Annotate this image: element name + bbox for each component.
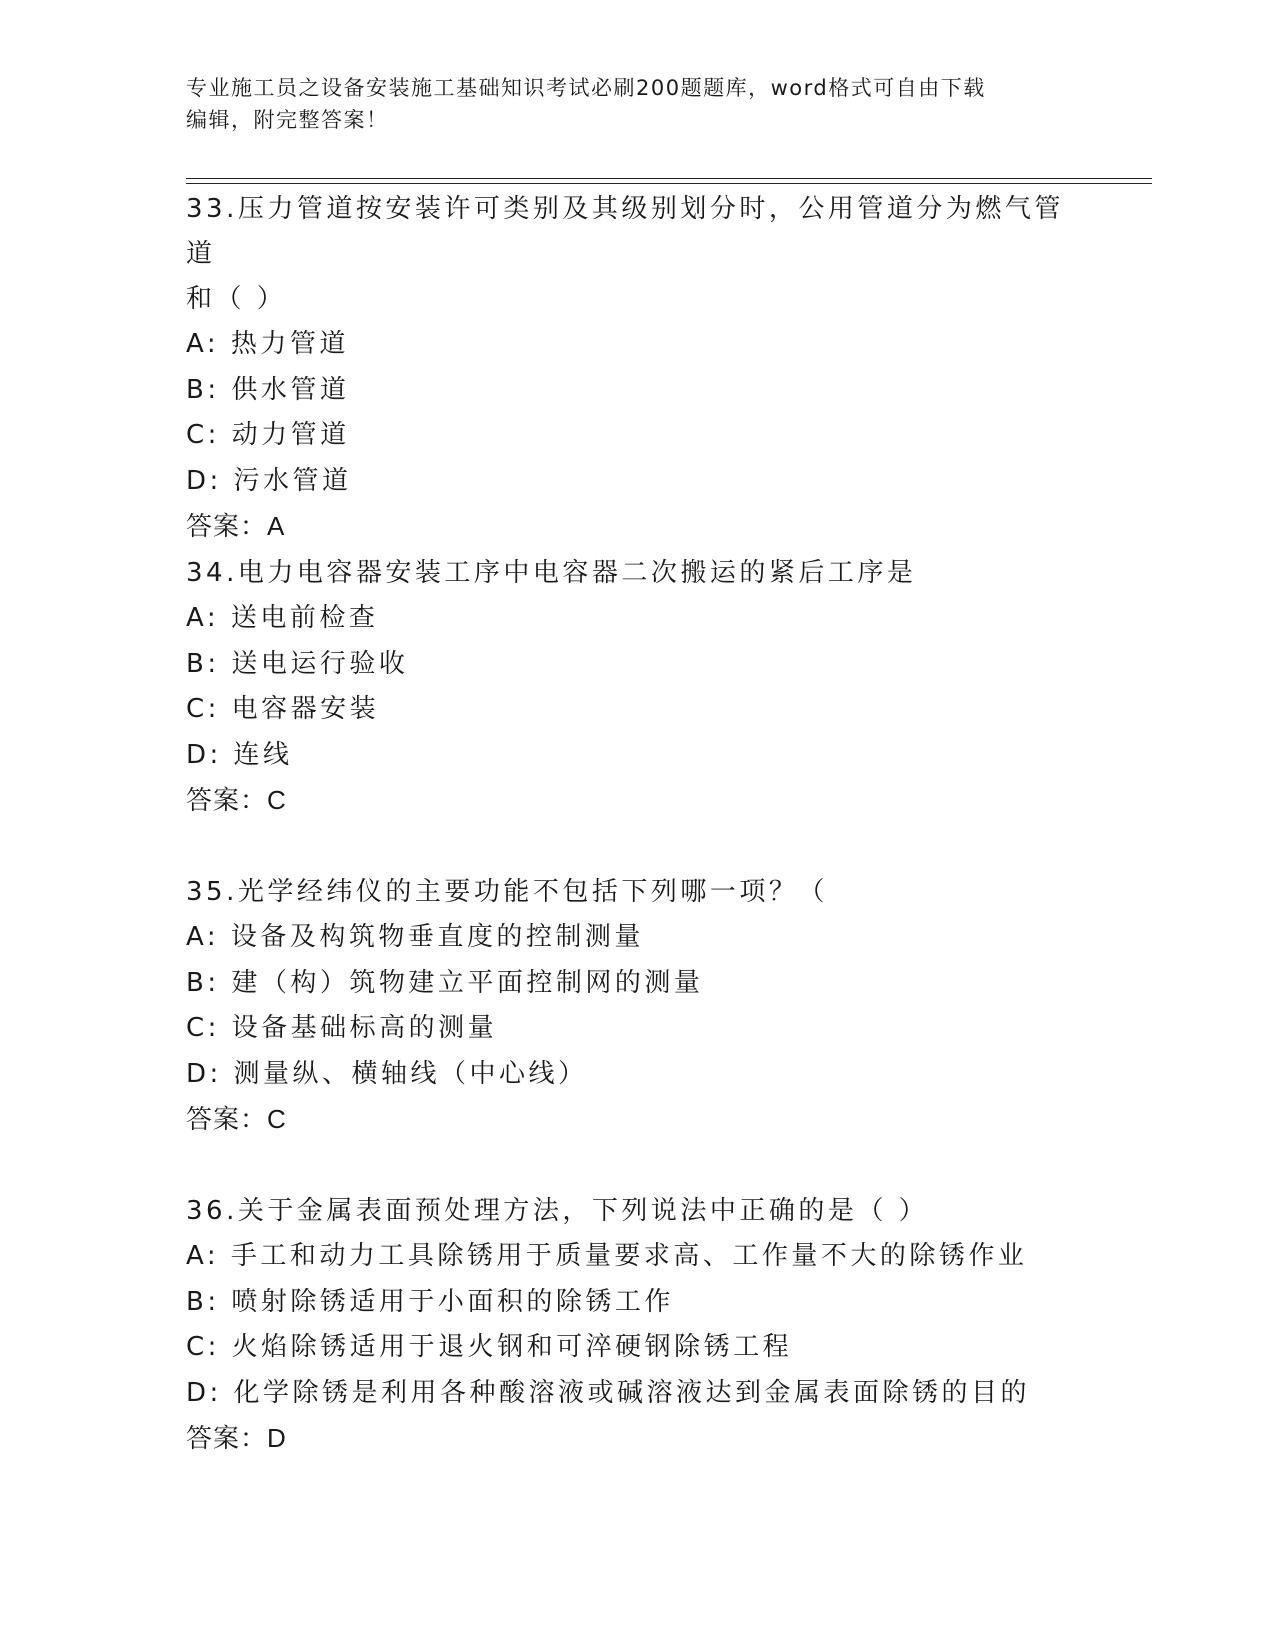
- header-divider-bottom: [186, 183, 1152, 184]
- option-b: B: 建（构）筑物建立平面控制网的测量: [186, 967, 704, 998]
- question-stem-line-1: 34.电力电容器安装工序中电容器二次搬运的紧后工序是: [186, 558, 917, 588]
- question-34: [186, 551, 1086, 824]
- header-divider-top: [186, 178, 1152, 179]
- option-a: A: 手工和动力工具除锈用于质量要求高、工作量不大的除锈作业: [186, 1241, 1028, 1271]
- header-line-2: 编辑，附完整答案！: [186, 108, 389, 132]
- option-d: D: 测量纵、横轴线（中心线）: [186, 1058, 588, 1089]
- answer: 答案：C: [186, 785, 287, 815]
- option-d: D: 污水管道: [186, 465, 352, 496]
- answer: 答案：C: [186, 1104, 287, 1134]
- answer: 答案：D: [186, 1423, 287, 1453]
- option-c: C: 电容器安装: [186, 694, 380, 724]
- question-stem-line-1: 35.光学经纬仪的主要功能不包括下列哪一项？（: [186, 877, 828, 907]
- option-b: B: 喷射除锈适用于小面积的除锈工作: [186, 1286, 674, 1317]
- header-line-1: 专业施工员之设备安装施工基础知识考试必刷200题题库，word格式可自由下载: [186, 76, 986, 100]
- option-d: D: 化学除锈是利用各种酸溶液或碱溶液达到金属表面除锈的目的: [186, 1377, 1031, 1408]
- question-stem-line-1: 36.关于金属表面预处理方法，下列说法中正确的是（ ）: [186, 1196, 929, 1226]
- option-a: A: 设备及构筑物垂直度的控制测量: [186, 922, 644, 952]
- option-d: D: 连线: [186, 739, 293, 770]
- option-a: A: 送电前检查: [186, 603, 379, 633]
- option-b: B: 送电运行验收: [186, 648, 409, 679]
- document-header: [186, 72, 1066, 136]
- question-36: [186, 1189, 1086, 1462]
- answer: 答案：A: [186, 511, 286, 541]
- option-c: C: 设备基础标高的测量: [186, 1013, 498, 1043]
- question-33: [186, 187, 1086, 550]
- option-c: C: 火焰除锈适用于退火钢和可淬硬钢除锈工程: [186, 1332, 793, 1362]
- option-c: C: 动力管道: [186, 420, 350, 450]
- option-b: B: 供水管道: [186, 374, 350, 405]
- question-35: [186, 870, 1086, 1143]
- question-stem-line-1: 33.压力管道按安装许可类别及其级别划分时，公用管道分为燃气管道: [186, 194, 1064, 269]
- question-stem-line-2: 和（ ）: [186, 284, 287, 314]
- option-a: A: 热力管道: [186, 329, 349, 359]
